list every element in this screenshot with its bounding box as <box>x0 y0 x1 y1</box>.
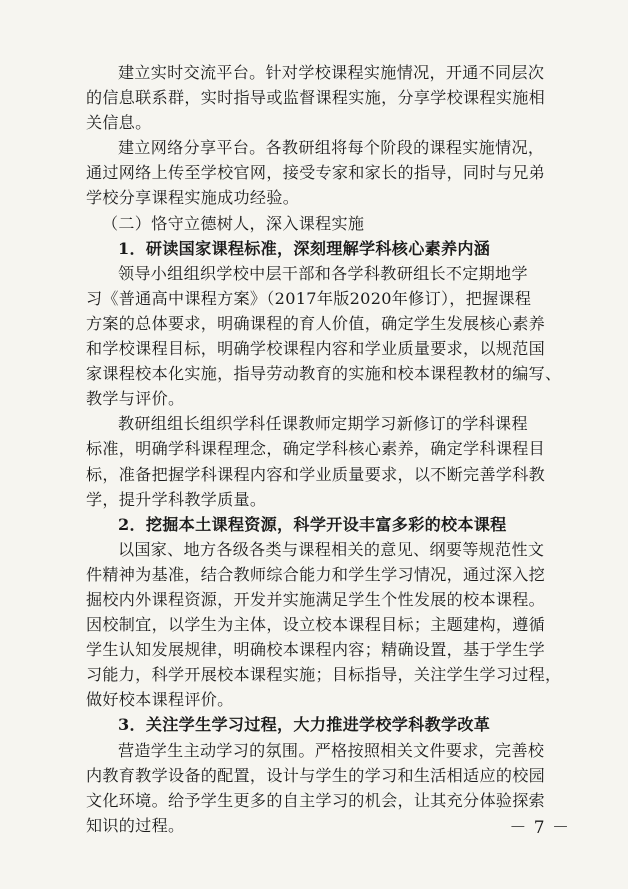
subsection-heading: 2．挖掘本土课程资源，科学开设丰富多彩的校本课程 <box>118 514 507 534</box>
subsection-heading: 1．研读国家课程标准，深刻理解学科核心素养内涵 <box>118 238 491 258</box>
paragraph-line: 建立实时交流平台。针对学校课程实施情况，开通不同层次 <box>118 63 545 82</box>
paragraph-line: 因校制宜，以学生为主体，设立校本课程目标；主题建构，遵循 <box>86 615 546 635</box>
paragraph-line: 件精神为基准，结合教师综合能力和学生学习情况，通过深入挖 <box>86 564 546 584</box>
paragraph-line: 的信息联系群，实时指导或监督课程实施，分享学校课程实施相 <box>86 88 546 108</box>
paragraph-line: 内教育教学设备的配置，设计与学生的学习和生活相适应的校园 <box>86 765 546 785</box>
paragraph-line: 知识的过程。 <box>86 815 185 835</box>
paragraph-line: 习能力，科学开展校本课程实施；目标指导，关注学生学习过程， <box>86 665 562 685</box>
section-heading: （二）恪守立德树人，深入课程实施 <box>102 213 365 233</box>
paragraph-line: 领导小组组织学校中层干部和各学科教研组长不定期地学 <box>118 263 528 283</box>
paragraph-line: 关信息。 <box>86 113 152 133</box>
paragraph-line: 建立网络分享平台。各教研组将每个阶段的课程实施情况， <box>118 138 545 158</box>
paragraph-line: 家课程校本化实施，指导劳动教育的实施和校本课程教材的编写、 <box>86 364 562 384</box>
paragraph-line: 文化环境。给予学生更多的自主学习的机会，让其充分体验探索 <box>86 790 546 810</box>
page-number: － 7 － <box>509 818 570 838</box>
paragraph-line: 标，准备把握学科课程内容和学业质量要求，以不断完善学科教 <box>86 464 546 484</box>
paragraph-line: 教研组组长组织学科任课教师定期学习新修订的学科课程 <box>118 414 528 434</box>
paragraph-line: 掘校内外课程资源，开发并实施满足学生个性发展的校本课程。 <box>86 589 546 609</box>
paragraph-line: 学，提升学科教学质量。 <box>86 489 267 509</box>
paragraph-line: 营造学生主动学习的氛围。严格按照相关文件要求，完善校 <box>118 740 545 760</box>
paragraph-line: 做好校本课程评价。 <box>86 690 234 710</box>
paragraph-line: 通过网络上传至学校官网，接受专家和家长的指导，同时与兄弟 <box>86 163 546 183</box>
paragraph-line: 以国家、地方各级各类与课程相关的意见、纲要等规范性文 <box>118 539 545 559</box>
paragraph-line: 教学与评价。 <box>86 389 185 409</box>
paragraph-line: 和学校课程目标，明确学校课程内容和学业质量要求，以规范国 <box>86 339 546 359</box>
paragraph-line: 习《普通高中课程方案》（2017年版2020年修订），把握课程 <box>86 288 532 308</box>
subsection-heading: 3．关注学生学习过程，大力推进学校学科教学改革 <box>118 715 491 735</box>
paragraph-line: 学生认知发展规律，明确校本课程内容；精确设置，基于学生学 <box>86 640 546 660</box>
paragraph-line: 标准，明确学科课程理念，确定学科核心素养，确定学科课程目 <box>86 439 546 459</box>
paragraph-line: 方案的总体要求，明确课程的育人价值，确定学生发展核心素养 <box>86 313 546 333</box>
paragraph-line: 学校分享课程实施成功经验。 <box>86 188 300 208</box>
body-text <box>86 60 570 838</box>
